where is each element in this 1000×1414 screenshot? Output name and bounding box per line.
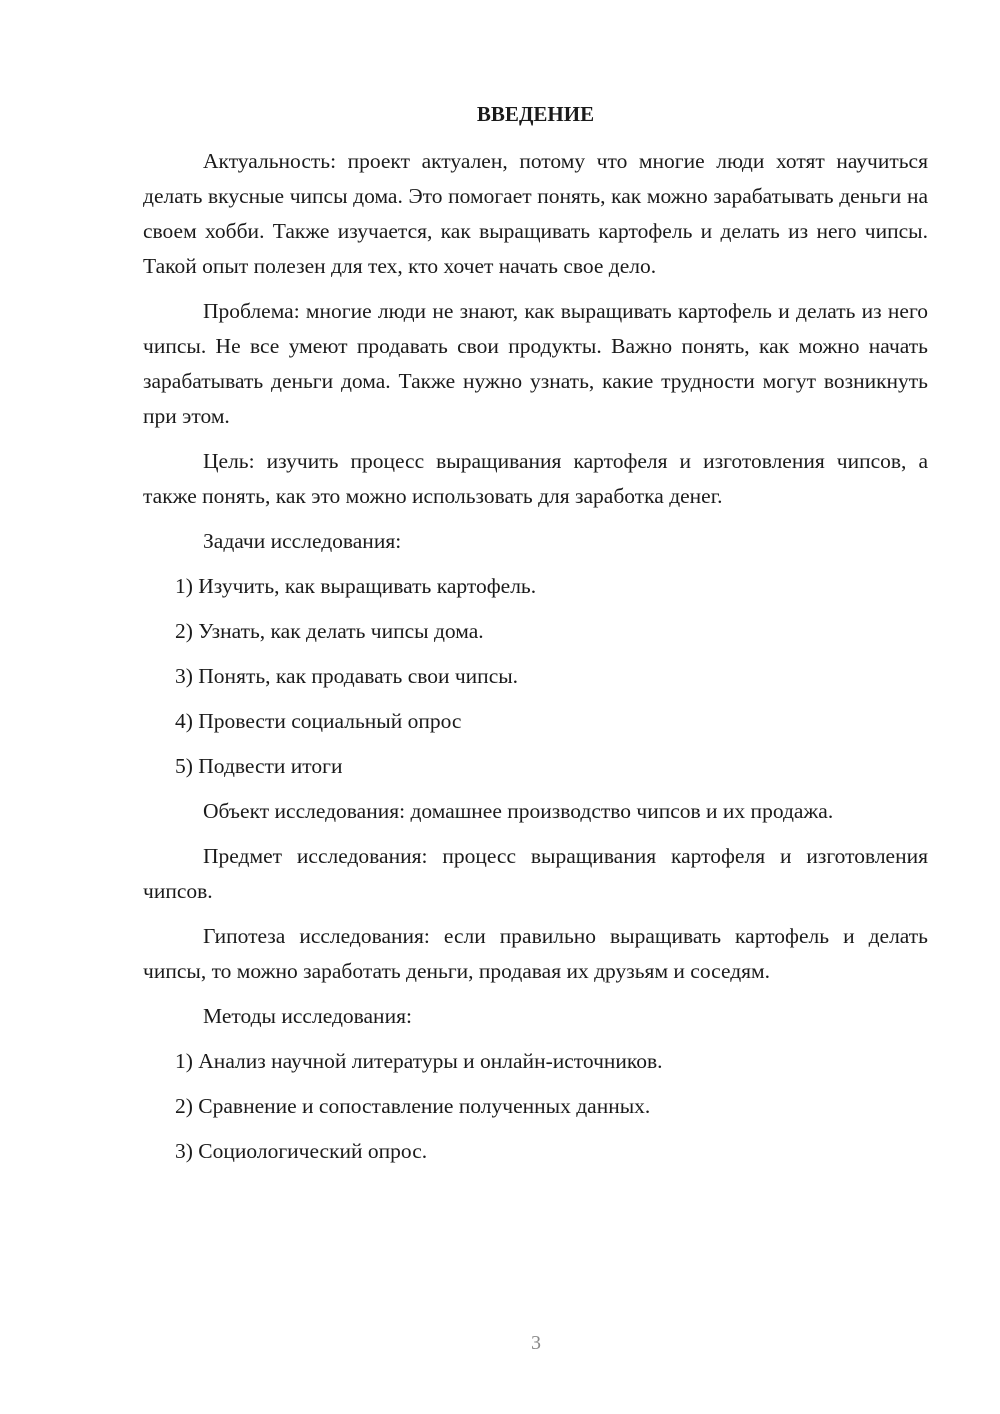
page-number: 3 [531, 1332, 541, 1354]
object-paragraph: Объект исследования: домашнее производство чипсов и их продажа. [203, 799, 834, 823]
tasks-title: Задачи исследования: [203, 529, 402, 553]
methods-title: Методы исследования: [203, 1004, 412, 1028]
task-item: 4) Провести социальный опрос [175, 709, 462, 733]
page-title: ВВЕДЕНИЕ [476, 102, 595, 126]
page-content [143, 97, 928, 1179]
method-item: 2) Сравнение и сопоставление полученных данных. [175, 1094, 651, 1118]
hypothesis-paragraph: Гипотеза исследования: если правильно выращивать картофель и делать чипсы, то можно заработать деньги, продавая их друзьям и соседям. [143, 924, 928, 983]
method-item: 3) Социологический опрос. [175, 1139, 428, 1163]
task-item: 2) Узнать, как делать чипсы дома. [175, 619, 484, 643]
task-item: 3) Понять, как продавать свои чипсы. [175, 664, 519, 688]
relevance-paragraph: Актуальность: проект актуален, потому что многие люди хотят научиться делать вкусные чипсы дома. Это помогает понять, как можно зарабатывать деньги на своем хобби. Также изучается, как выращивать картофель и делать из него чипсы. Такой опыт полезен для тех, кто хочет начать свое дело. [143, 149, 928, 278]
subject-paragraph: Предмет исследования: процесс выращивания картофеля и изготовления чипсов. [143, 844, 928, 903]
task-item: 5) Подвести итоги [175, 754, 343, 778]
goal-paragraph: Цель: изучить процесс выращивания картофеля и изготовления чипсов, а также понять, как это можно использовать для заработка денег. [143, 449, 928, 508]
method-item: 1) Анализ научной литературы и онлайн-источников. [175, 1049, 663, 1073]
task-item: 1) Изучить, как выращивать картофель. [175, 574, 537, 598]
problem-paragraph: Проблема: многие люди не знают, как выращивать картофель и делать из него чипсы. Не все умеют продавать свои продукты. Важно понять, как можно начать зарабатывать деньги дома. Также нужно узнать, какие трудности могут возникнуть при этом. [143, 299, 928, 428]
